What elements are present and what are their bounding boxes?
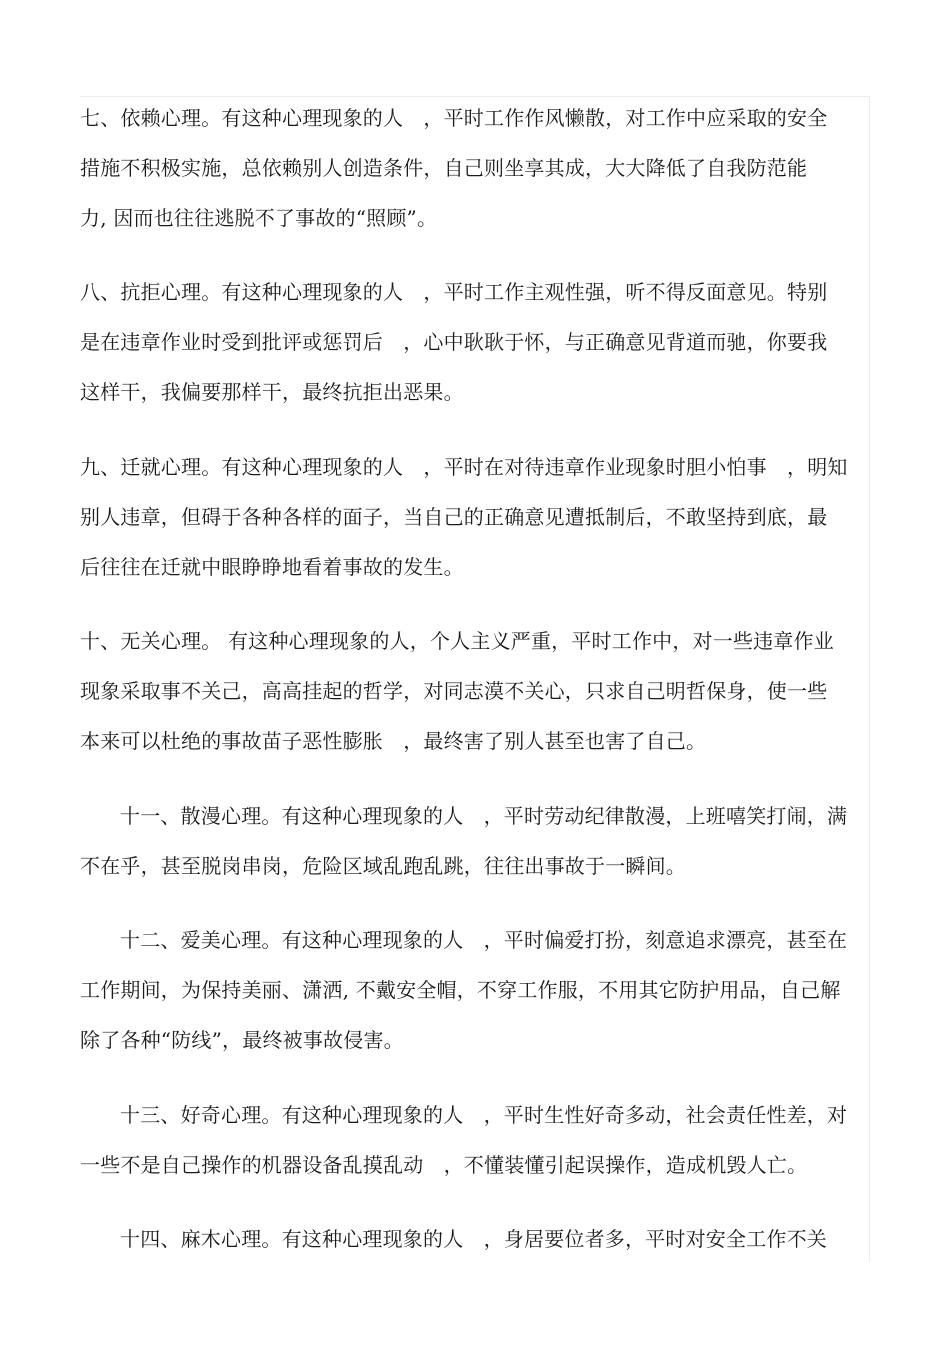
paragraph-10-line-3: 本来可以杜绝的事故苗子恶性膨胀 ，最终害了别人甚至也害了自己。	[80, 729, 707, 753]
paragraph-9-line-2: 别人违章，但碍于各种各样的面子，当自己的正确意见遭抵制后，不敢坚持到底，最	[80, 505, 828, 529]
paragraph-14-line-1: 十四、麻木心理。有这种心理现象的人 ，身居要位者多，平时对安全工作不关	[120, 1227, 827, 1251]
paragraph-11-line-2: 不在乎，甚至脱岗串岗，危险区域乱跑乱跳，往往出事故于一瞬间。	[80, 854, 686, 878]
paragraph-13-line-2: 一些不是自己操作的机器设备乱摸乱动 ，不懂装懂引起误操作，造成机毁人亡。	[80, 1153, 808, 1177]
paragraph-7-line-2: 措施不积极实施，总依赖别人创造条件，自己则坐享其成，大大降低了自我防范能	[80, 156, 808, 180]
paragraph-10-line-2: 现象采取事不关己，高高挂起的哲学，对同志漠不关心，只求自己明哲保身，使一些	[80, 679, 828, 703]
paragraph-8-line-3: 这样干，我偏要那样干，最终抗拒出恶果。	[80, 380, 464, 404]
paragraph-7-line-3: 力, 因而也往往逃脱不了事故的“照顾”。	[80, 206, 438, 230]
paragraph-12-line-2: 工作期间，为保持美丽、潇洒, 不戴安全帽，不穿工作服，不用其它防护用品，自己解	[80, 978, 841, 1002]
paragraph-9-line-1: 九、迁就心理。有这种心理现象的人 ，平时在对待违章作业现象时胆小怕事 ，明知	[80, 455, 848, 479]
paragraph-9-line-3: 后往往在迁就中眼睁睁地看着事故的发生。	[80, 555, 464, 579]
paragraph-8-line-2: 是在违章作业时受到批评或惩罚后 ，心中耿耿于怀，与正确意见背道而驰，你要我	[80, 330, 828, 354]
paragraph-13-line-1: 十三、好奇心理。有这种心理现象的人 ，平时生性好奇多动，社会责任性差，对	[120, 1103, 848, 1127]
paragraph-7-line-1: 七、依赖心理。有这种心理现象的人 ，平时工作作风懒散，对工作中应采取的安全	[80, 106, 828, 130]
paragraph-8-line-1: 八、抗拒心理。有这种心理现象的人 ，平时工作主观性强，听不得反面意见。特别	[80, 280, 828, 304]
paragraph-12-line-3: 除了各种“防线”，最终被事故侵害。	[80, 1028, 404, 1052]
paragraph-10-line-1: 十、无关心理。 有这种心理现象的人，个人主义严重，平时工作中，对一些违章作业	[80, 629, 834, 653]
paragraph-11-line-1: 十一、散漫心理。有这种心理现象的人 ，平时劳动纪律散漫，上班嘻笑打闹，满	[120, 804, 848, 828]
paragraph-12-line-1: 十二、爱美心理。有这种心理现象的人 ，平时偏爱打扮，刻意追求漂亮，甚至在	[120, 928, 848, 952]
